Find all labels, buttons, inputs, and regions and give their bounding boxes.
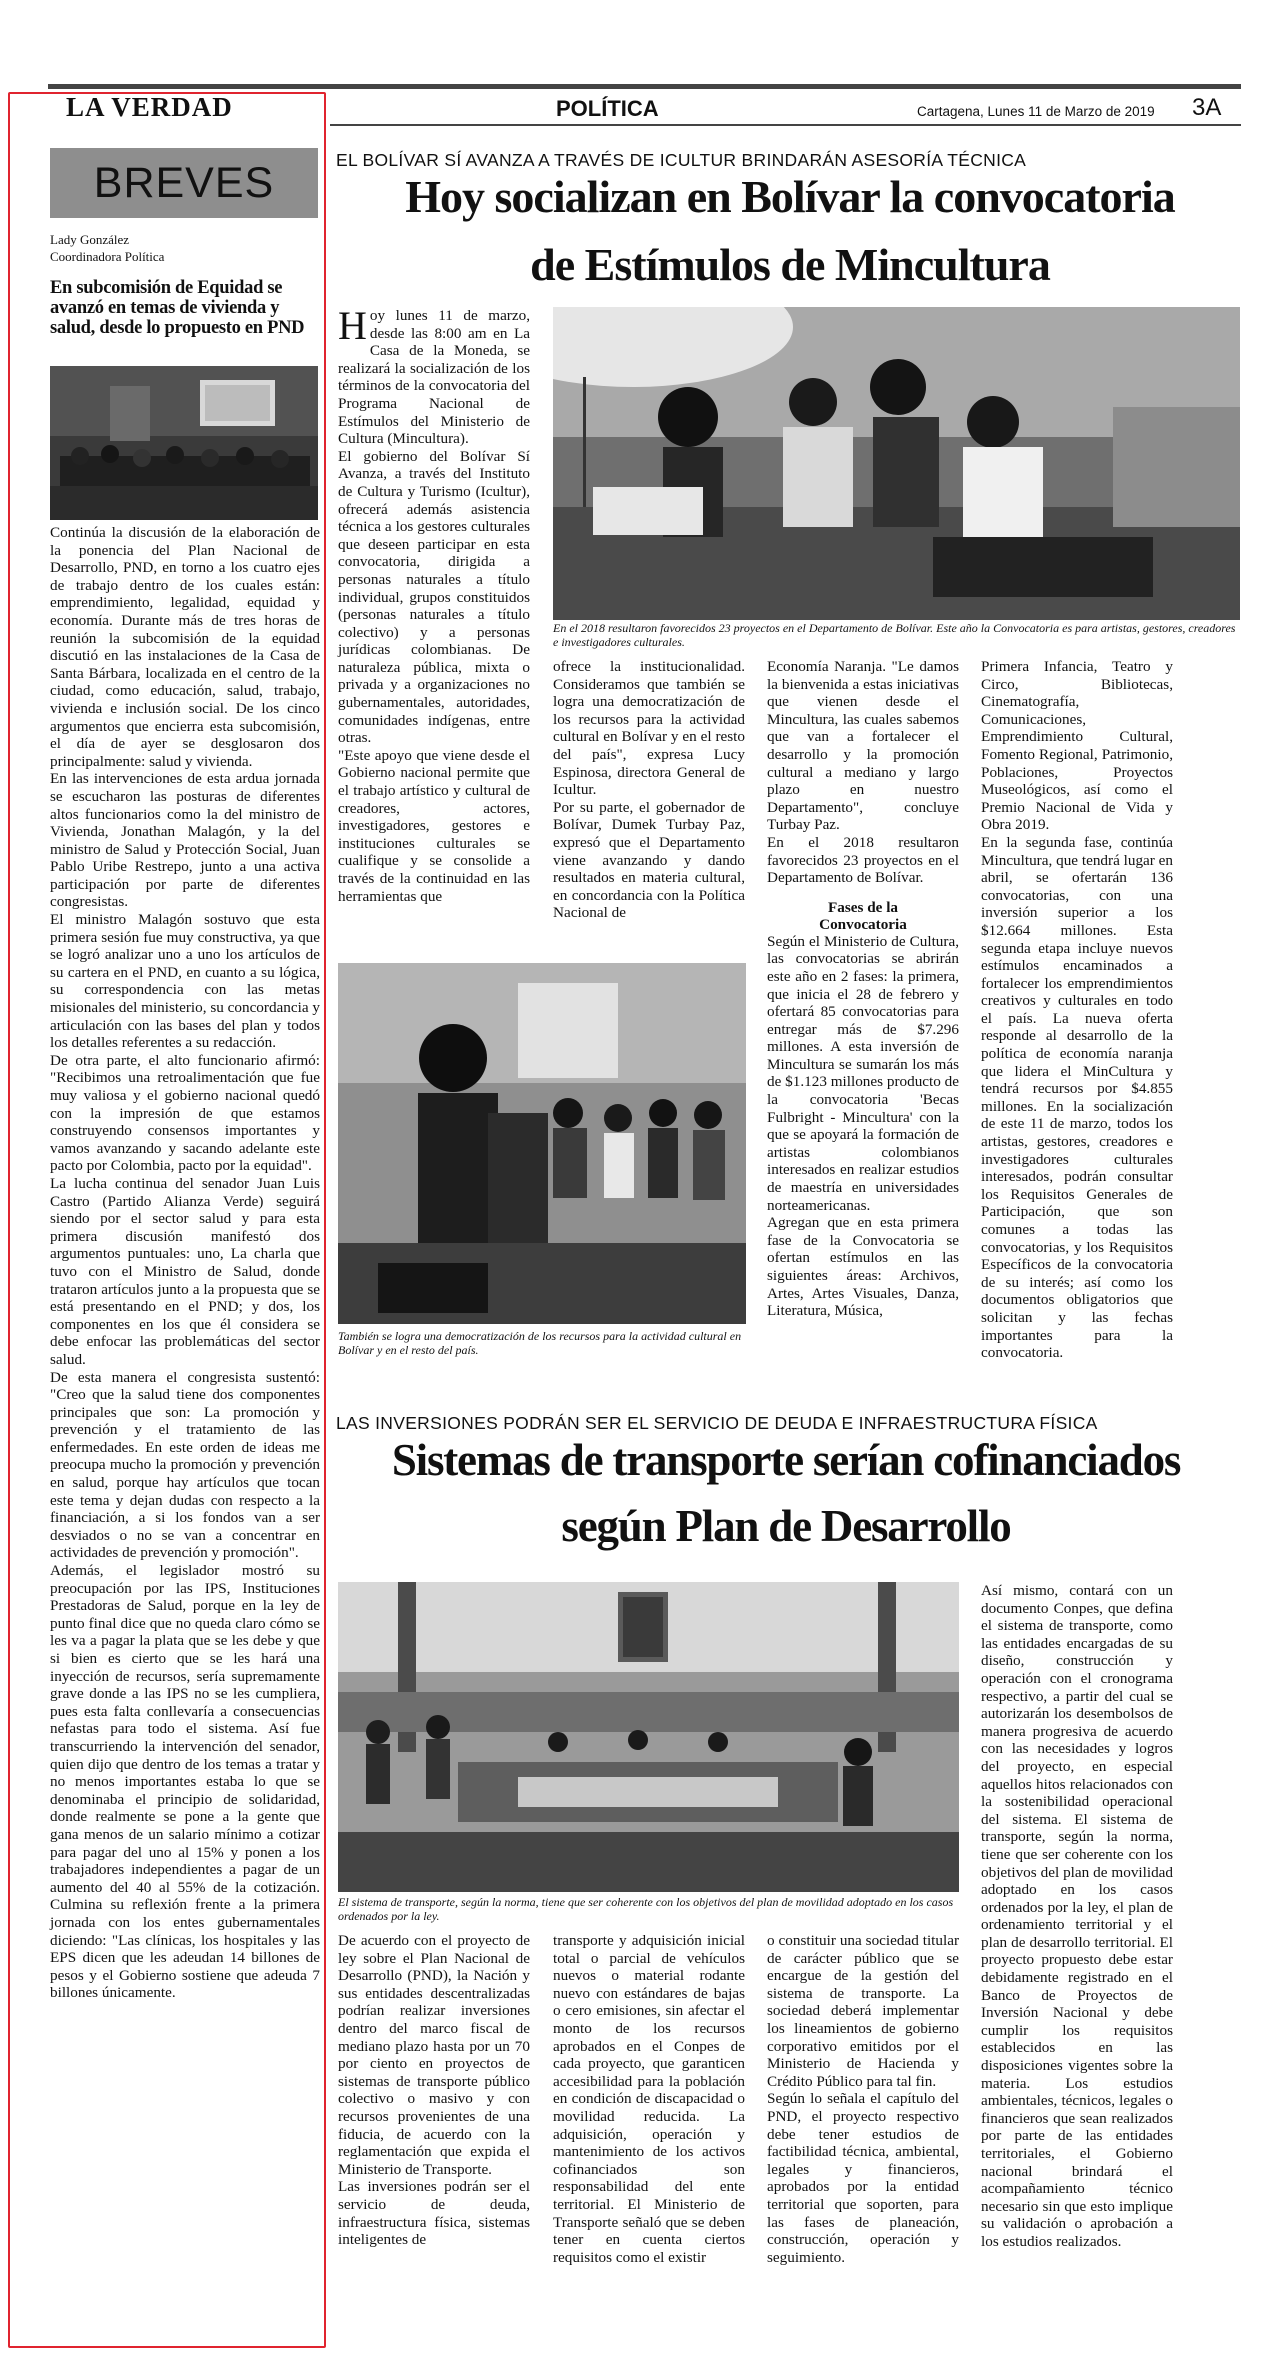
breves-paragraph: El ministro Malagón sostuvo que esta primera sesión fue muy constructiva, ya que se logró analizar uno a uno los artículos de su cartera en el PND, en cuanto a su lógica, su correspondencia con las metas misionales del ministerio, su concordancia y articulación con las bases del plan y todos los detalles referentes a su redacción. [50,911,320,1052]
breves-author-role: Coordinadora Política [50,249,165,264]
breves-label: BREVES [93,158,275,207]
article2-col4: Así mismo, contará con un documento Conpes, que defina el sistema de transporte, como las entidades encargadas de su diseño, construcción y operación con el cronograma respectivo, a partir del cual se autorizarán los desembolsos de manera progresiva de acuerdo con las necesidades y logros del proyecto, en especial aquellos hitos relacionados con la sostenibilidad operacional del sistema. El sistema de transporte, según la norma, tiene que ser coherente con los objetivos del plan de movilidad adoptado en los casos ordenados por la ley, el plan de ordenamiento territorial y el plan de desarrollo territorial. El proyecto propuesto debe estar debidamente registrado en el Banco de Proyectos de Inversión Nacional y debe cumplir los requisitos establecidos en las disposiciones vigentes sobre la materia. Los estudios ambientales, técnicos, legales o financieros que sean realizados por parte de las entidades territoriales, el Gobierno nacional brindará el acompañamiento técnico necesario sin que esto implique su validación o aprobación a los estudios realizados. [981,1582,1173,2250]
article1-lede-text: oy lunes 11 de marzo, desde las 8:00 am en La Casa de la Moneda, se realizará la socialización de los términos de la convocatoria del Programa Nacional de Estímulos del Ministerio de Cultura (Mincultura). [338,307,530,448]
article2-headline-line2: según Plan de Desarrollo [561,1501,1011,1551]
article2-photo-illustration [338,1582,959,1892]
article2-col3: o constituir una sociedad titular de carácter público que se encargue de la gestión del sistema de transporte. La sociedad deberá implementar los lineamientos de gobierno corporativo emitidos por el Ministerio de Hacienda y Crédito Público para tal fin. Según lo señala el capítulo del PND, el proyecto respectivo debe tener estudios de factibilidad técnica, ambiental, legales y financieros, aprobados por la entidad territorial que soporten, para las fases de planeación, construcción, operación y seguimiento. [767,1932,959,2266]
article1-col2: ofrece la institucionalidad. Consideramos que también se logra una democratización de los recursos para la actividad cultural en Bolívar y en el resto del país", expresa Lucy Espinosa, directora General de Icultur. Por su parte, el gobernador de Bolívar, Dumek Turbay Paz, expresó que el Departamento viene avanzando y dando resultados en materia cultural, en concordancia con la Política Nacional de [553,658,745,922]
article1-col3-text-a: Economía Naranja. "Le damos la bienvenida a estas iniciativas que vienen desde el Mincultura, las cuales sabemos que van a fortalecer el desarrollo y la promoción cultural a mediano y largo plazo en nuestro Departamento", concluye Turbay Paz. En el 2018 resultaron favorecidos 23 proyectos en el Departamento de Bolívar. [767,658,959,887]
breves-banner [50,148,318,218]
breves-photo-illustration [50,366,318,520]
article2-headline-line1: Sistemas de transporte serían cofinanciados [391,1435,1181,1485]
article1-dropcap: H [338,303,367,348]
article1-col3 [767,658,959,1320]
article1-headline-line2: de Estímulos de Mincultura [530,239,1050,290]
breves-paragraph: De esta manera el congresista sustentó: "Creo que la salud tiene dos componentes principales que son: La promoción y prevención y el tratamiento de las enfermedades. En este orden de ideas me preocupa mucho la promoción y prevención en salud, porque hay artículos que tocan este tema y dejan dudas con respecto a la financiación, a si los fondos van a ser desviados o no se van a concentrar en actividades de prevención y promoción". [50,1368,320,1562]
article1-lede [338,303,530,448]
article2-col2: transporte y adquisición inicial total o parcial de vehículos nuevos o material rodante nuevo con estándares de bajas o cero emisiones, sin afectar el monto de los recursos aprobados en el Conpes de cada proyecto, que garanticen accesibilidad para la población en condición de discapacidad o movilidad reducida. La adquisición, operación y mantenimiento de los activos cofinanciados son responsabilidad del ente territorial. El Ministerio de Transporte señaló que se deben tener en cuenta ciertos requisitos como el existir [553,1932,745,2266]
article1-col4: Primera Infancia, Teatro y Circo, Bibliotecas, Cinematografía, Comunicaciones, Emprendimiento Cultural, Fomento Regional, Patrimonio, Poblaciones, Proyectos Museológicos, así como el Premio Nacional de Vida y Obra 2019. En la segunda fase, continúa Mincultura, que tendrá lugar en abril, se ofertarán 136 convocatorias, con una inversión superior a los $12.664 millones. Esta segunda etapa incluye nuevos estímulos encaminados a fortalecer los emprendimientos creativos y culturales en todo el país. La nueva oferta responde al desarrollo de la política de economía naranja que lidera el MinCultura y tendrá recursos por $4.855 millones. En la socialización de este 11 de marzo, todos los artistas, gestores, creadores e investigadores culturales interesados, podrán consultar los Requisitos Generales de Participación, que son comunes a todas las convocatorias, y los Requisitos Específicos de la convocatoria de su interés; así como los documentos obligatorios que solicitan y las fechas importantes para la convocatoria. [981,658,1173,1362]
breves-author-name: Lady González [50,232,130,247]
article2-caption: El sistema de transporte, según la norma, tiene que ser coherente con los objetivos del plan de movilidad adoptado en los casos ordenados por la ley. [338,1895,954,1923]
article1-caption-top: En el 2018 resultaron favorecidos 23 proyectos en el Departamento de Bolívar. Este año la Convocatoria es para artistas, gestores, creadores e investigadores culturales. [553,621,1236,649]
article1-paragraph: El gobierno del Bolívar Sí Avanza, a través del Instituto de Cultura y Turismo (Icultur), ofrecerá además asistencia técnica a los gestores culturales que deseen participar en esta convocatoria, dirigida a personas naturales a título individual, grupos constituidos (personas naturales a título colectivo) y a personas jurídicas colombianas. De naturaleza pública, mixta o privada y a organizaciones no gubernamentales, autoridades, comunidades indígenas, entre otras. [338,447,530,747]
section-name: POLÍTICA [556,96,659,121]
dateline: Cartagena, Lunes 11 de Marzo de 2019 [917,104,1155,119]
article2-kicker: LAS INVERSIONES PODRÁN SER EL SERVICIO DE DEUDA E INFRAESTRUCTURA FÍSICA [336,1413,1098,1433]
article1-headline-line1: Hoy socializan en Bolívar la convocatoria [405,171,1175,222]
article1-col1 [338,303,530,905]
breves-paragraph: Continúa la discusión de la elaboración de la ponencia del Plan Nacional de Desarrollo, PND, en torno a los cuatro ejes de trabajo dentro de los cuales están: emprendimiento, legalidad, equidad y economía. Durante más de tres horas de reunión la subcomisión de la equidad discutió en las instalaciones de la Casa de Santa Bárbara, localizada en el centro de la ciudad, como educación, salud, trabajo, vivienda e inclusión social. De los cinco argumentos que encierra esta subcomisión, el día de ayer se desglosaron dos principalmente: salud y vivienda. [50,524,320,770]
breves-paragraph: En las intervenciones de esta ardua jornada se escucharon las posturas de diferentes altos funcionarios como la del ministro de Vivienda, Jonathan Malagón, y la del ministro de Salud y Protección Social, Juan Pablo Uribe Restrepo, junto a una activa participación por parte de diferentes congresistas. [50,770,320,911]
breves-paragraph: La lucha continua del senador Juan Luis Castro (Partido Alianza Verde) seguirá siendo por el sector salud y para esta primera discusión manifestó dos argumentos puntuales: uno, La charla que tuvo con el Ministro de Salud, donde trataron artículos junto a la propuesta que se está presentando en el PND; y dos, los componentes en los que él considera se debe enfocar las problemáticas del sector salud. [50,1174,320,1368]
header-top-rule [48,84,1241,89]
article2-col1: De acuerdo con el proyecto de ley sobre el Plan Nacional de Desarrollo (PND), la Nación y sus entidades descentralizadas podrían realizar inversiones dentro del marco fiscal de mediano plazo hasta por un 70 por ciento en proyectos de sistemas de transporte público colectivo o masivo y con recursos provenientes de una fiducia, de acuerdo con la reglamentación que expida el Ministerio de Transporte. Las inversiones podrán ser el servicio de deuda, infraestructura física, sistemas inteligentes de [338,1932,530,2249]
breves-headline: En subcomisión de Equidad se avanzó en temas de vivienda y salud, desde lo propuesto en PND [50,278,305,338]
header-bottom-rule [330,124,1241,126]
breves-paragraph: De otra parte, el alto funcionario afirmó: "Recibimos una retroalimentación que fue muy valiosa y el gobierno nacional quedó con la impresión de que estamos construyendo consensos importantes y vamos avanzando y sacando adelante este pacto por Colombia, pacto por la equidad". [50,1051,320,1175]
article1-paragraph: "Este apoyo que viene desde el Gobierno nacional permite que el trabajo artístico y cultural de creadores, actores, investigadores, gestores e instituciones culturales se cualifique y se consolide a través de la continuidad en las herramientas que [338,746,530,905]
article1-caption-bottom: También se logra una democratización de los recursos para la actividad cultural en Bolívar y en el resto del país. [338,1329,742,1357]
article1-photo-illustration [553,307,1240,620]
article1-subhead: Fases de la Convocatoria [819,898,907,933]
breves-paragraph: Además, el legislador mostró su preocupación por las IPS, Instituciones Prestadoras de Salud, porque en la ley de punto final dice que no queda claro cómo se les va a pagar la plata que se les debe y que si bien es cierto que se les hará una inyección de recursos, sería supremamente grave donde a las IPS no se les cumpliera, pues esta falta conllevaría a consecuencias nefastas para todo el sistema. Así fue transcurriendo la intervención del senador, quien dijo que dentro de los temas a tratar y no menos importantes estaba lo que se denominaba el principio de solidaridad, donde realmente se pone a la gente que gana menos de un salario mínimo a cotizar para pagar del uno al 15% y ponen a los trabajadores independientes a pagar de un aumento del 40 al 55% de la cotización. Culmina su reflexión frente a la primera jornada con los entes gubernamentales diciendo: "Las clínicas, los hospitales y las EPS dicen que les adeudan 14 billones de pesos y el Gobierno sostiene que adeuda 7 billones únicamente. [50,1562,320,2002]
paper-masthead: LA VERDAD [66,92,233,122]
article1-photo2-illustration [338,963,746,1324]
article1-kicker: EL BOLÍVAR SÍ AVANZA A TRAVÉS DE ICULTUR BRINDARÁN ASESORÍA TÉCNICA [336,150,1027,170]
breves-body [50,524,320,2002]
article1-photo-youth [553,307,1240,620]
page-number: 3A [1192,94,1222,121]
article2-photo-congress [338,1582,959,1892]
article1-col3-text-b: Según el Ministerio de Cultura, las convocatorias se abrirán este año en 2 fases: la primera, que inicia el 28 de febrero y ofertará 85 convocatorias para entregar más de $7.296 millones. A esta inversión de Mincultura se sumarán los más de $1.123 millones producto de la convocatoria 'Becas Fulbright - Mincultura' con la que se apoyará la formación de artistas colombianos interesados en realizar estudios de maestría en universidades norteamericanas. Agregan que en esta primera fase de la Convocatoria se ofertan estímulos en las siguientes áreas: Archivos, Artes, Artes Visuales, Danza, Literatura, Música, [767,932,959,1320]
breves-photo-meeting [50,366,318,520]
article1-photo-workshop [338,963,746,1324]
